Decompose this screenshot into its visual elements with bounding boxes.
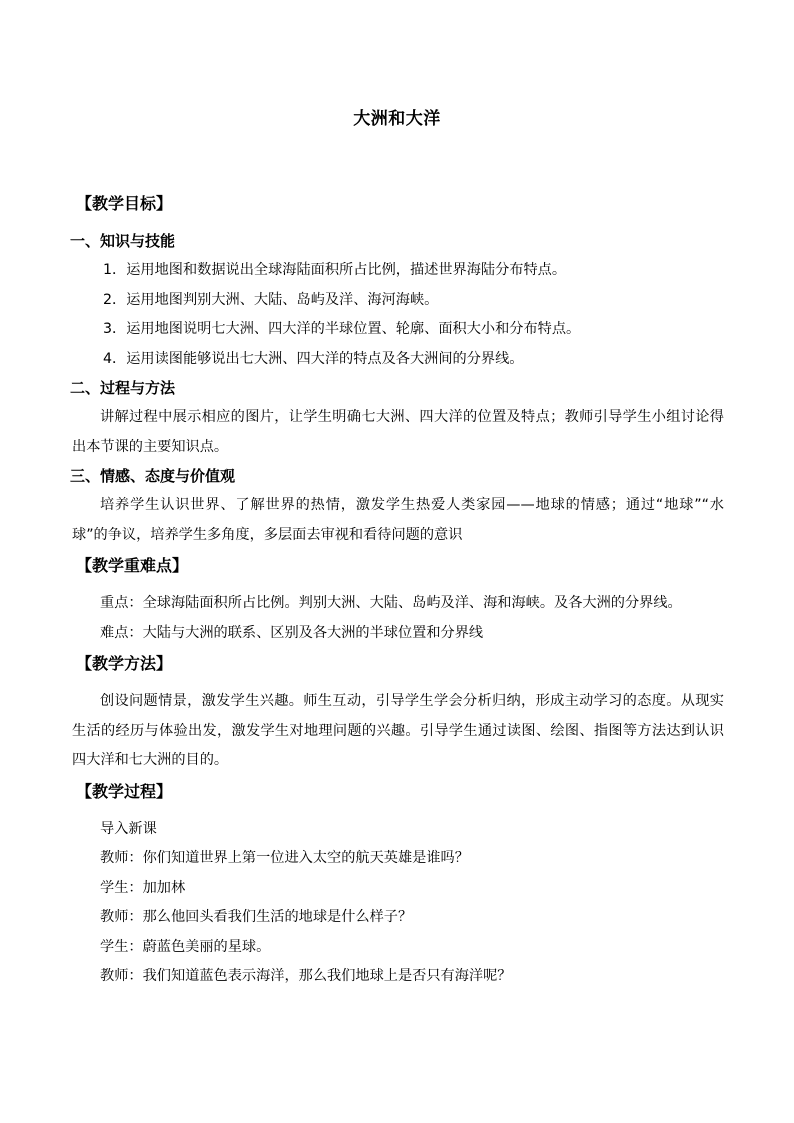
section-heading-key-points: 【教学重难点】 — [76, 556, 189, 575]
section-heading-objectives: 【教学目标】 — [76, 194, 173, 213]
key-point-focus: 重点：全球海陆面积所占比例。判别大洲、大陆、岛屿及洋、海和海峡。及各大洲的分界线。 — [100, 595, 682, 611]
process-line: 教师：我们知道蓝色表示海洋，那么我们地球上是否只有海洋呢？ — [100, 968, 512, 984]
process-methods-text: 讲解过程中展示相应的图片，让学生明确七大洲、四大洋的位置及特点；教师引导学生小组讨论得出本节课的主要知识点。 — [72, 409, 724, 455]
subheading-knowledge-skills: 一、知识与技能 — [70, 232, 176, 250]
objective-item: 2．运用地图判别大洲、大陆、岛屿及洋、海河海峡。 — [103, 291, 439, 308]
emotion-values-text: 培养学生认识世界、了解世界的热情，激发学生热爱人类家园——地球的情感；通过“地球”“水球”的争议，培养学生多角度，多层面去审视和看待问题的意识 — [72, 497, 724, 543]
subheading-emotion-values: 三、情感、态度与价值观 — [70, 467, 236, 485]
subheading-process-methods: 二、过程与方法 — [70, 379, 176, 397]
key-point-difficulty: 难点：大陆与大洲的联系、区别及各大洲的半球位置和分界线 — [100, 624, 484, 641]
section-heading-process: 【教学过程】 — [76, 781, 173, 801]
process-line: 导入新课 — [100, 820, 157, 837]
objective-item: 3．运用地图说明七大洲、四大洋的半球位置、轮廓、面积大小和分布特点。 — [103, 321, 581, 337]
objective-item: 1．运用地图和数据说出全球海陆面积所占比例，描述世界海陆分布特点。 — [103, 262, 567, 278]
process-line: 学生：加加林 — [100, 879, 186, 896]
section-heading-methods: 【教学方法】 — [76, 654, 173, 673]
process-line: 学生：蔚蓝色美丽的星球。 — [100, 938, 271, 955]
page-title: 大洲和大洋 — [353, 109, 441, 129]
document-body — [70, 188, 724, 992]
methods-text: 创设问题情景，激发学生兴趣。师生互动，引导学生学会分析归纳，形成主动学习的态度。从现实生活的经历与体验出发，激发学生对地理问题的兴趣。引导学生通过读图、绘图、指图等方法达到认识四大洋和七大洲的目的。 — [72, 693, 724, 768]
process-line: 教师：你们知道世界上第一位进入太空的航天英雄是谁吗？ — [100, 850, 469, 866]
objective-item: 4．运用读图能够说出七大洲、四大洋的特点及各大洲间的分界线。 — [103, 350, 524, 367]
process-line: 教师：那么他回头看我们生活的地球是什么样子？ — [100, 909, 413, 925]
